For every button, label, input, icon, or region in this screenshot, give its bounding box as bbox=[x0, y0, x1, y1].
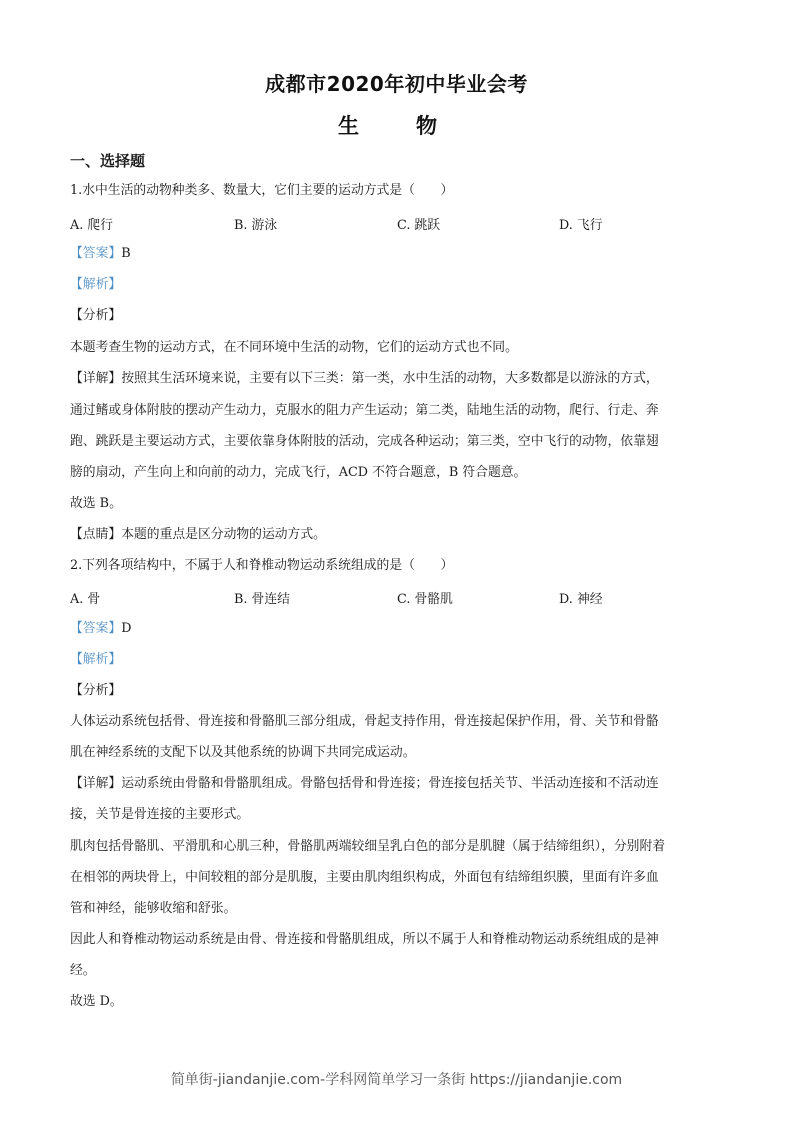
q2-fenxi-text: 人体运动系统包括骨、骨连接和骨骼肌三部分组成，骨起支持作用，骨连接起保护作用，骨、关节和骨骼 bbox=[70, 714, 659, 729]
q2-option-a: A. 骨 bbox=[70, 592, 101, 607]
q2-fenxi-label: 【分析】 bbox=[70, 683, 122, 698]
q2-answer bbox=[70, 620, 730, 638]
q1-option-a: A. 爬行 bbox=[70, 218, 113, 233]
q2-option-b: B. 骨连结 bbox=[234, 592, 290, 607]
q1-fenxi-label: 【分析】 bbox=[70, 308, 122, 323]
q2-xiangjie-line: 【详解】运动系统由骨骼和骨骼肌组成。骨骼包括骨和骨连接；骨连接包括关节、半活动连接和不活动连 bbox=[70, 776, 659, 791]
q2-jiexi-label: 【解析】 bbox=[70, 652, 122, 667]
q1-option-d: D. 飞行 bbox=[559, 218, 603, 233]
section-title: 一、选择题 bbox=[70, 152, 146, 170]
footer-watermark: 简单街-jiandanjie.com-学科网简单学习一条街 https://jiandanjie.com bbox=[170, 1072, 623, 1088]
q1-xiangjie-line: 通过鳍或身体附肢的摆动产生动力，克服水的阻力产生运动；第二类，陆地生活的动物，爬行、行走、奔 bbox=[70, 403, 659, 418]
q1-option-c: C. 跳跃 bbox=[397, 218, 441, 233]
question-1-stem: 1.水中生活的动物种类多、数量大，它们主要的运动方式是（ ） bbox=[70, 183, 454, 198]
q1-fenxi-text: 本题考查生物的运动方式，在不同环境中生活的动物，它们的运动方式也不同。 bbox=[70, 340, 518, 355]
q2-xiangjie-line: 经。 bbox=[70, 963, 96, 978]
q1-conclusion: 故选 B。 bbox=[70, 496, 122, 511]
exam-title: 成都市2020年初中毕业会考 bbox=[265, 72, 528, 96]
xiangjie-label: 【详解】 bbox=[70, 776, 122, 791]
q2-xiangjie-line: 在相邻的两块骨上，中间较粗的部分是肌腹，主要由肌肉组织构成，外面包有结缔组织膜，里面有许多血 bbox=[70, 870, 659, 885]
q2-conclusion: 故选 D。 bbox=[70, 994, 123, 1009]
q1-xiangjie-line: 跑、跳跃是主要运动方式，主要依靠身体附肢的活动，完成各种运动；第三类，空中飞行的动物，依靠翅 bbox=[70, 434, 659, 449]
answer-value: B bbox=[121, 246, 131, 261]
q1-xiangjie-line: 【详解】按照其生活环境来说，主要有以下三类：第一类，水中生活的动物，大多数都是以游泳的方式， bbox=[70, 371, 659, 386]
q2-xiangjie-line: 肌肉包括骨骼肌、平滑肌和心肌三种，骨骼肌两端较细呈乳白色的部分是肌腱（属于结缔组织），分别附着 bbox=[70, 839, 666, 854]
dianjing-label: 【点睛】 bbox=[70, 527, 122, 542]
subject-title: 生 物 bbox=[338, 114, 455, 138]
q2-option-d: D. 神经 bbox=[559, 592, 603, 607]
answer-label: 【答案】 bbox=[70, 246, 122, 261]
q1-jiexi-label: 【解析】 bbox=[70, 277, 122, 292]
q2-xiangjie-line: 接，关节是骨连接的主要形式。 bbox=[70, 807, 250, 822]
q1-xiangjie-line: 膀的扇动，产生向上和向前的动力，完成飞行，ACD 不符合题意，B 符合题意。 bbox=[70, 465, 527, 480]
q1-dianjing: 【点睛】本题的重点是区分动物的运动方式。 bbox=[70, 527, 326, 542]
q2-xiangjie-line: 因此人和脊椎动物运动系统是由骨、骨连接和骨骼肌组成，所以不属于人和脊椎动物运动系统组成的是神 bbox=[70, 932, 659, 947]
question-2-stem: 2.下列各项结构中，不属于人和脊椎动物运动系统组成的是（ ） bbox=[70, 558, 454, 573]
answer-value: D bbox=[121, 621, 132, 636]
answer-label: 【答案】 bbox=[70, 621, 122, 636]
q1-option-b: B. 游泳 bbox=[234, 218, 278, 233]
q2-xiangjie-line: 管和神经，能够收缩和舒张。 bbox=[70, 901, 237, 916]
q2-fenxi-text: 肌在神经系统的支配下以及其他系统的协调下共同完成运动。 bbox=[70, 745, 416, 760]
q2-option-c: C. 骨骼肌 bbox=[397, 592, 453, 607]
q1-answer bbox=[70, 245, 730, 263]
xiangjie-label: 【详解】 bbox=[70, 371, 122, 386]
